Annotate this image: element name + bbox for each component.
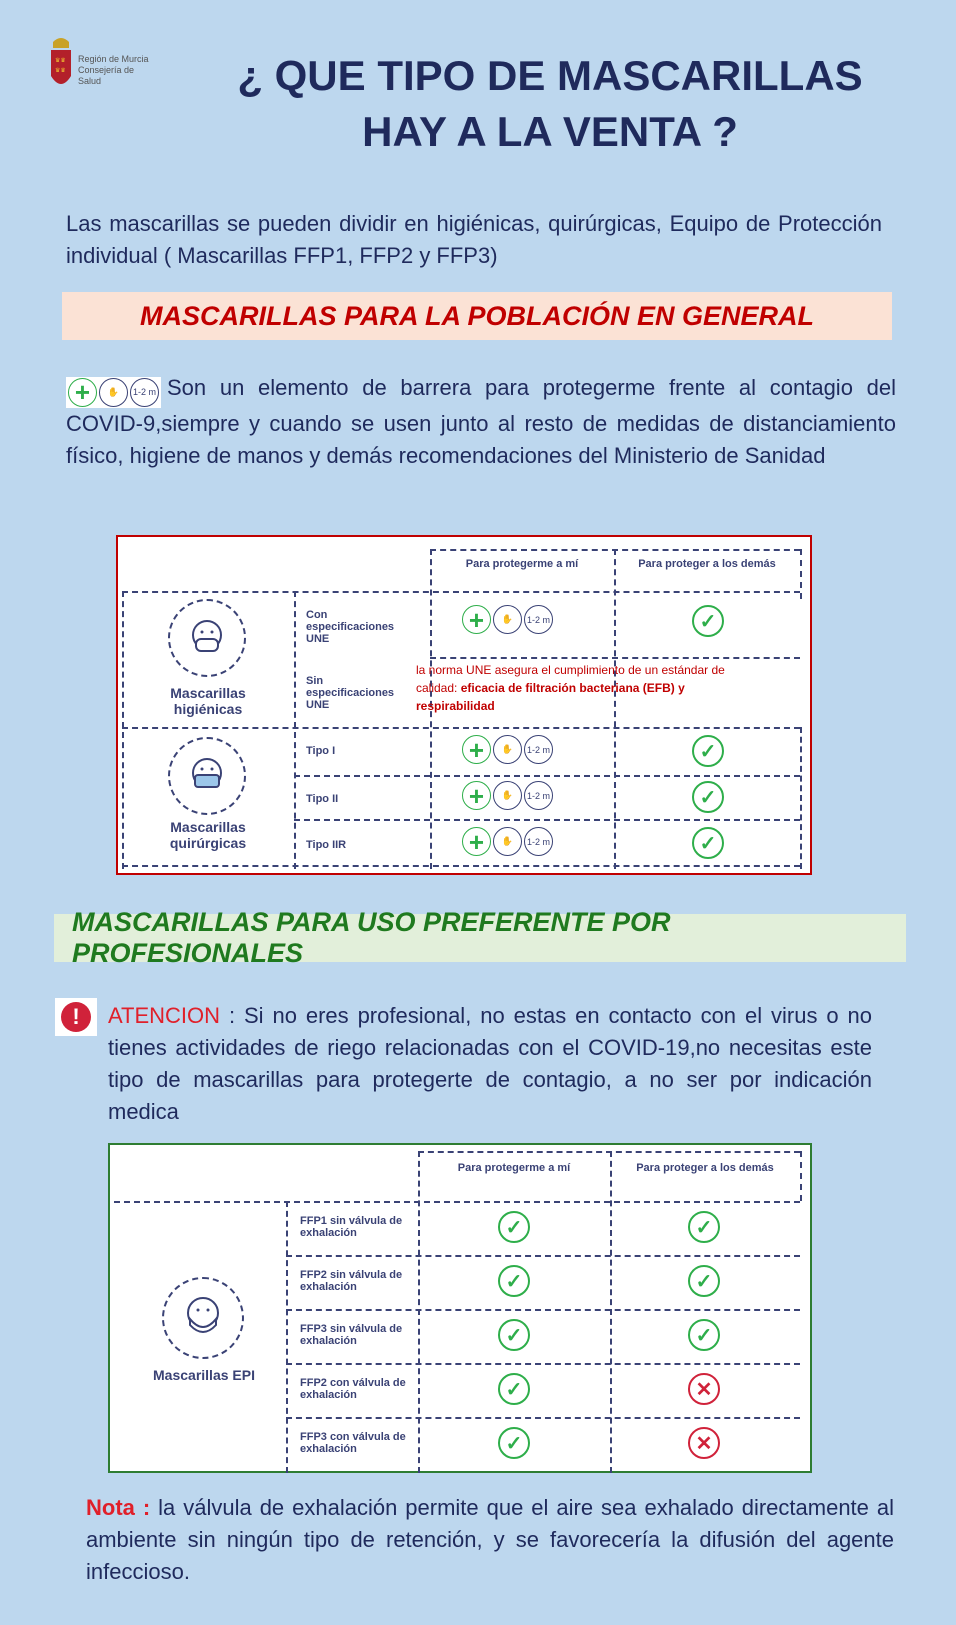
hand-wash-icon: ✋ [493, 605, 522, 634]
hygienic-mask-face-icon [168, 599, 246, 677]
row5-me-icons [462, 827, 553, 856]
check-icon: ✓ [692, 827, 724, 859]
check-icon: ✓ [688, 1319, 720, 1351]
cross-icon: ✕ [688, 1427, 720, 1459]
check-icon: ✓ [498, 1319, 530, 1351]
row-label-une: Con especificaciones UNE [306, 609, 395, 645]
cross-icon: ✕ [688, 1373, 720, 1405]
check-icon: ✓ [498, 1211, 530, 1243]
check-icon: ✓ [688, 1211, 720, 1243]
plus-icon: + [462, 781, 491, 810]
hand-wash-icon: ✋ [493, 735, 522, 764]
row-label-no-une: Sin especificaciones UNE [306, 675, 395, 711]
protection-icons [66, 377, 161, 408]
row1-me-icons [462, 605, 553, 634]
svg-text:♛♛: ♛♛ [55, 67, 66, 74]
intro-paragraph: Las mascarillas se pueden dividir en higiénicas, quirúrgicas, Equipo de Protección individual ( Mascarillas FFP1, FFP2 y FFP3) [66, 211, 882, 268]
row-label-tipo-iir: Tipo IIR [306, 839, 347, 851]
plus-icon: + [462, 605, 491, 634]
distance-icon: 1-2 m [524, 735, 553, 764]
general-masks-table [116, 535, 812, 875]
row-label-tipo-ii: Tipo II [306, 793, 339, 805]
col-header-others: Para proteger a los demás [638, 558, 776, 570]
coat-of-arms-icon [48, 36, 74, 94]
group-hygienic-label: Mascarillas higiénicas [170, 685, 246, 717]
atencion-label: ATENCION [108, 1003, 221, 1028]
group-surgical-label: Mascarillas quirúrgicas [169, 819, 247, 851]
check-icon: ✓ [498, 1427, 530, 1459]
plus-icon: + [68, 378, 97, 407]
check-icon: ✓ [498, 1265, 530, 1297]
warning-icon: ! [55, 998, 97, 1036]
check-icon: ✓ [498, 1373, 530, 1405]
une-note: la norma UNE asegura el cumplimiento de un estándar de calidad: eficacia de filtración bacteriana (EFB) y respirabilidad [416, 663, 725, 713]
check-icon: ✓ [688, 1265, 720, 1297]
row-label-ffp3-con: FFP3 con válvula de exhalación [300, 1431, 406, 1455]
region-murcia-logo [48, 36, 158, 96]
col-header-me: Para protegerme a mí [457, 1162, 571, 1174]
atencion-text: : Si no eres profesional, no estas en contacto con el virus o no tienes actividades de riego relacionadas con el COVID-19,no necesitas este tipo de mascarillas para protegerte de contagio, a no ser por indicación medica [108, 1003, 872, 1124]
section2-banner: MASCARILLAS PARA USO PREFERENTE POR PROFESIONALES [54, 914, 906, 962]
distance-icon: 1-2 m [130, 378, 159, 407]
plus-icon: + [462, 735, 491, 764]
nota-text: la válvula de exhalación permite que el aire sea exhalado directamente al ambiente sin ningún tipo de retención, y se favorecería la difusión del agente infeccioso. [86, 1495, 894, 1584]
atencion-paragraph [108, 1000, 872, 1128]
group-epi-label: Mascarillas EPI [153, 1367, 255, 1383]
professional-masks-table [108, 1143, 812, 1473]
epi-mask-face-icon [162, 1277, 244, 1359]
col-header-others: Para proteger a los demás [636, 1162, 774, 1174]
nota-paragraph [86, 1492, 894, 1588]
row-label-ffp2-con: FFP2 con válvula de exhalación [300, 1377, 406, 1401]
hand-wash-icon: ✋ [493, 827, 522, 856]
section1-banner: MASCARILLAS PARA LA POBLACIÓN EN GENERAL [62, 292, 892, 340]
distance-icon: 1-2 m [524, 827, 553, 856]
logo-line1: Región de Murcia [78, 54, 149, 64]
check-icon: ✓ [692, 781, 724, 813]
col-header-me: Para protegerme a mí [465, 558, 579, 570]
row-label-ffp2-sin: FFP2 sin válvula de exhalación [300, 1269, 403, 1293]
distance-icon: 1-2 m [524, 781, 553, 810]
check-icon: ✓ [692, 605, 724, 637]
page-title: ¿ QUE TIPO DE MASCARILLAS HAY A LA VENTA ? [237, 52, 863, 155]
row-label-ffp3-sin: FFP3 sin válvula de exhalación [300, 1323, 403, 1347]
hand-wash-icon: ✋ [99, 378, 128, 407]
plus-icon: + [462, 827, 491, 856]
row4-me-icons [462, 781, 553, 810]
section1-paragraph-text: Son un elemento de barrera para protegerme frente al contagio del COVID-9,siempre y cuando se usen junto al resto de medidas de distanciamiento físico, higiene de manos y demás recomendaciones del Ministerio de Sanidad [66, 375, 896, 468]
section1-paragraph [66, 372, 896, 472]
nota-label: Nota : [86, 1495, 151, 1520]
row3-me-icons [462, 735, 553, 764]
logo-line2: Consejería de Salud [78, 65, 135, 86]
surgical-mask-face-icon [168, 737, 246, 815]
row-label-ffp1-sin: FFP1 sin válvula de exhalación [300, 1215, 403, 1239]
distance-icon: 1-2 m [524, 605, 553, 634]
check-icon: ✓ [692, 735, 724, 767]
row-label-tipo-i: Tipo I [306, 745, 336, 757]
hand-wash-icon: ✋ [493, 781, 522, 810]
svg-text:♛♛: ♛♛ [55, 57, 66, 64]
